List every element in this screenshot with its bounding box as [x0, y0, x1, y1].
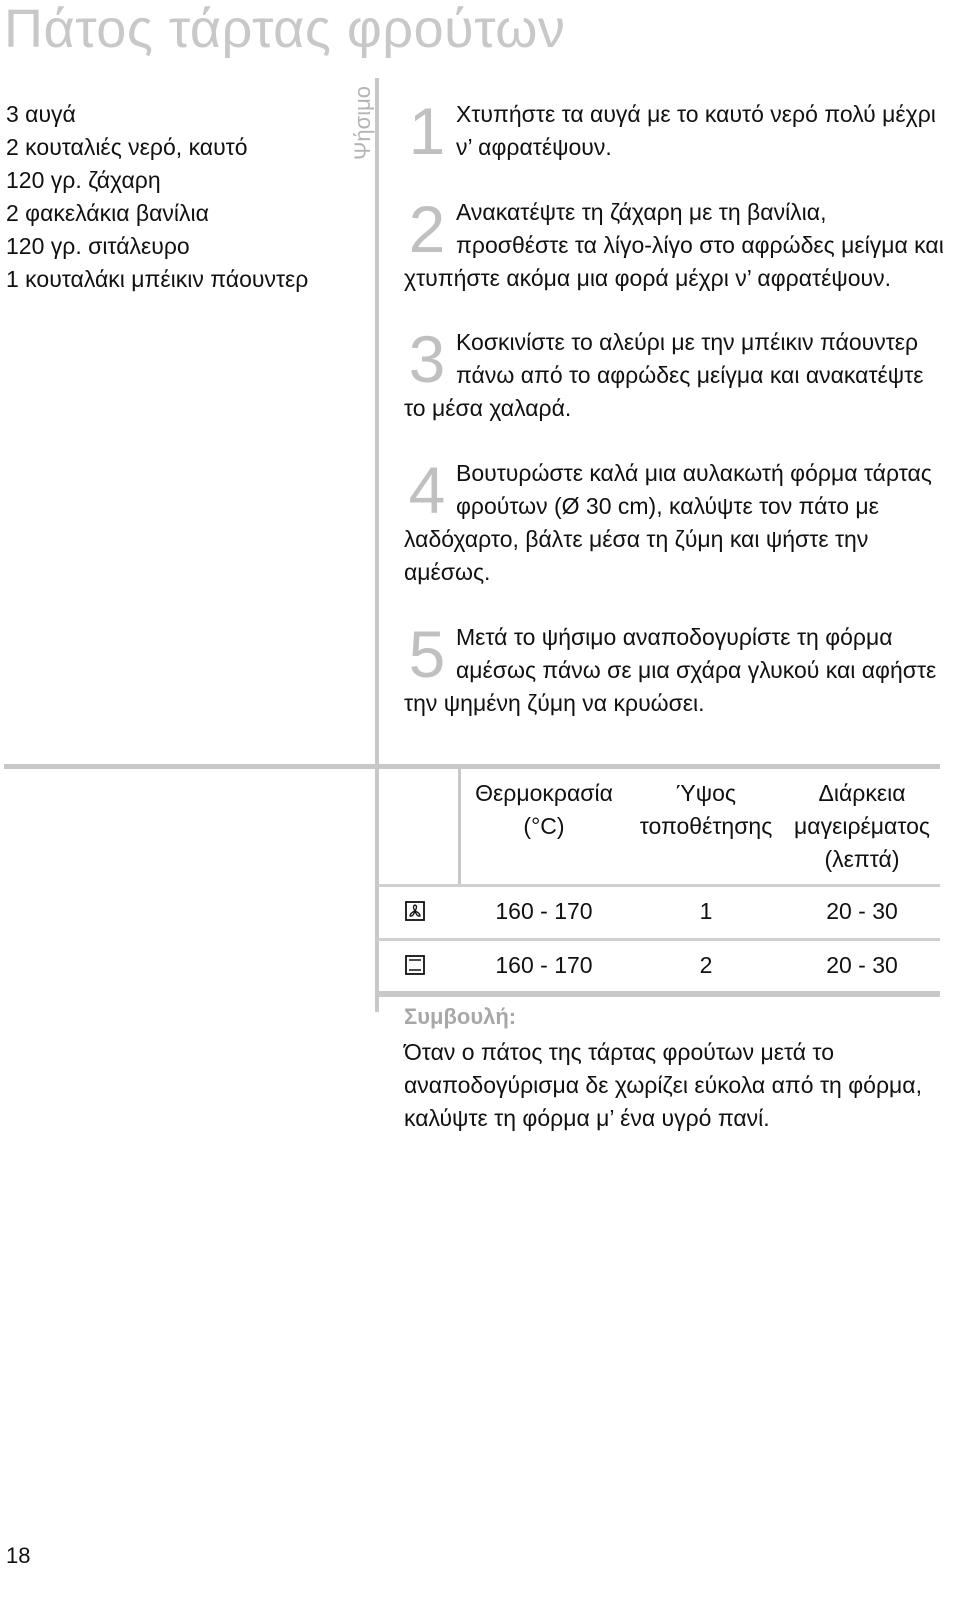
- step-number: 1: [408, 94, 446, 168]
- header-duration: [784, 777, 940, 876]
- header-text: Ύψος: [676, 780, 736, 806]
- ingredient-item: 120 γρ. ζάχαρη: [6, 167, 161, 193]
- section-divider: [4, 764, 940, 769]
- table-row-divider: [378, 884, 940, 887]
- step-5: [404, 617, 944, 720]
- step-text: Χτυπήστε τα αυγά με το καυτό νερό πολύ μέχρι ν’ αφρατέψουν.: [456, 101, 936, 160]
- ingredient-item: 1 κουταλάκι μπέικιν πάουντερ: [6, 266, 309, 292]
- header-text: Θερμοκρασία: [475, 780, 613, 806]
- cell-position: 2: [699, 952, 713, 978]
- table-row-divider: [378, 938, 940, 941]
- step-number: 2: [408, 192, 446, 266]
- step-number: 4: [408, 453, 446, 527]
- ingredient-item: 3 αυγά: [6, 101, 76, 127]
- step-number: 3: [408, 322, 446, 396]
- header-text: μαγειρέματος: [794, 813, 930, 839]
- cell-temperature: 160 - 170: [495, 952, 593, 978]
- header-text: Διάρκεια: [818, 780, 906, 806]
- tip-text: Όταν ο πάτος της τάρτας φρούτων μετά το αναποδογύρισμα δε χωρίζει εύκολα από τη φόρμα, καλύψτε τη φόρμα μ’ ένα υγρό πανί.: [404, 1039, 922, 1131]
- conventional-oven-icon: [405, 955, 425, 975]
- cell-duration: 20 - 30: [826, 898, 898, 924]
- fan-oven-icon: [405, 901, 425, 921]
- ingredient-item: 2 φακελάκια βανίλια: [6, 200, 209, 226]
- cell-position: 1: [699, 898, 713, 924]
- ingredient-list: [6, 98, 308, 296]
- ingredient-item: 2 κουταλιές νερό, καυτό: [6, 134, 248, 160]
- section-label-baking: Ψήσιμο: [350, 86, 375, 160]
- header-text: (°C): [523, 813, 565, 839]
- cell-duration: 20 - 30: [826, 952, 898, 978]
- cell-temperature: 160 - 170: [495, 898, 593, 924]
- step-text: Ανακατέψτε τη ζάχαρη με τη βανίλια, προσθέστε τα λίγο-λίγο στο αφρώδες μείγμα και χτυπήστε ακόμα μια φορά μέχρι ν’ αφρατέψουν.: [404, 199, 944, 291]
- page-number: 18: [6, 1543, 31, 1568]
- page-title: Πάτος τάρτας φρούτων: [4, 0, 566, 59]
- header-text: (λεπτά): [824, 846, 900, 872]
- step-text: Μετά το ψήσιμο αναποδογυρίστε τη φόρμα αμέσως πάνω σε μια σχάρα γλυκού και αφήστε την ψημένη ζύμη να κρυώσει.: [404, 624, 937, 716]
- step-2: [404, 192, 944, 295]
- header-temperature: [462, 777, 626, 843]
- column-divider: [375, 78, 379, 1012]
- step-4: [404, 453, 944, 589]
- step-text: Βουτυρώστε καλά μια αυλακωτή φόρμα τάρτας φρούτων (Ø 30 cm), καλύψτε τον πάτο με λαδόχαρτο, βάλτε μέσα τη ζύμη και ψήστε την αμέσως.: [404, 460, 932, 585]
- step-1: [404, 94, 944, 168]
- header-text: τοποθέτησης: [639, 813, 773, 839]
- step-3: [404, 322, 944, 425]
- table-header-divider: [458, 769, 461, 885]
- table-bottom-border: [378, 991, 940, 997]
- step-number: 5: [408, 617, 446, 691]
- tip-label: Συμβουλή:: [404, 1004, 517, 1029]
- header-position: [628, 777, 784, 843]
- ingredient-item: 120 γρ. σιτάλευρο: [6, 233, 190, 259]
- step-text: Κοσκινίστε το αλεύρι με την μπέικιν πάουντερ πάνω από το αφρώδες μείγμα και ανακατέψτε το μέσα χαλαρά.: [404, 329, 924, 421]
